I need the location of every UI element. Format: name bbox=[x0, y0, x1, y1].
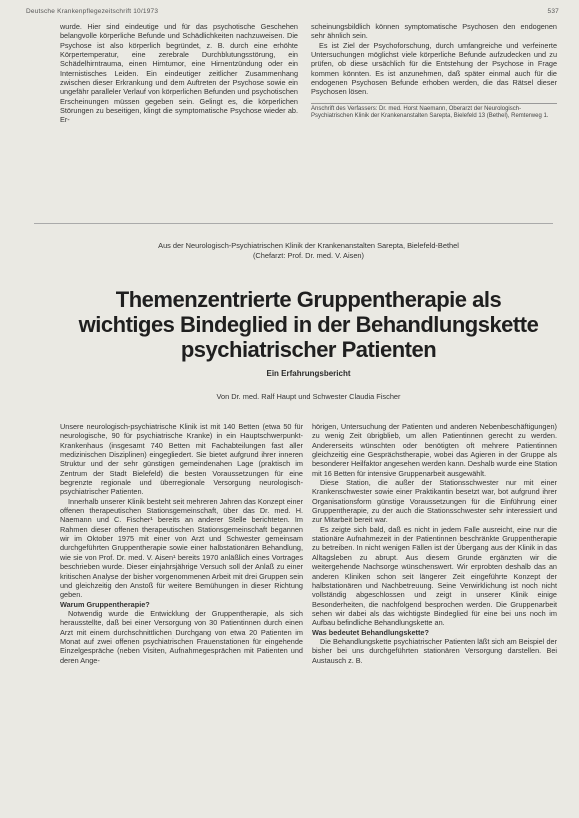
paragraph: Es ist Ziel der Psychoforschung, durch umfangreiche und verfeinerte Untersuchungen möglichst viele körperliche Befunde aufzudecken und zu prüfen, ob diese ursächlich für die Entstehung der Psychose in Frage kommen könnten. Es ist anzunehmen, daß später einmal auch für die endogenen Psychosen Befunde erhoben werden, die das Rätsel dieser Psychosen lösen. bbox=[311, 40, 557, 97]
paragraph: Die Behandlungskette psychiatrischer Patienten läßt sich am Beispiel der bisher bei uns durchgeführten stationären Versorgung darstellen. Bei Austausch z. B. bbox=[312, 636, 557, 665]
title-line: Themenzentrierte Gruppentherapie als bbox=[115, 287, 502, 312]
upper-left-column bbox=[60, 22, 298, 125]
paragraph: hörigen, Untersuchung der Patienten und anderen Nebenbeschäftigungen) zu wenig Zeit übrigblieb, um allen Patientinnen gerecht zu werden. Andererseits wünschten oder benötigten oft mehrere Patientinnen gleichzeitig eine Gesprächstherapie, wobei das Agieren in der Gruppe als besonderer Heilfaktor angesehen werden kann. Deshalb wurde eine Station mit 16 Betten für intensive Gruppenarbeit ausgewählt. bbox=[312, 422, 558, 478]
article-subtitle: Ein Erfahrungsbericht bbox=[266, 369, 351, 378]
upper-right-column bbox=[311, 22, 557, 120]
paragraph: Diese Station, die außer der Stationsschwester nur mit einer Krankenschwester sowie einer Praktikantin besetzt war, bot aufgrund ihrer Organisationsform günstige Voraussetzungen für die Einführung einer Gruppentherapie, zu der auch die Stationsschwester sehr interessiert und zur Mitarbeit bereit war. bbox=[312, 478, 557, 525]
paragraph: Unsere neurologisch-psychiatrische Klinik ist mit 140 Betten (etwa 50 für neurologische, 90 für psychiatrische Kranke) in ein Hauptschwerpunkt-Krankenhaus (insgesamt 740 Betten mit Fachabteilungen fast aller medizinischen Disziplinen) eingegliedert. Sie bietet aufgrund ihrer inneren Struktur und der sehr günstigen gemeindenahen Lage (praktisch im Zentrum der Stadt Bielefeld) die besten Voraussetzungen für eine begrenzte regionale und überregionale Versorgung neurologisch-psychiatrischer Patienten. bbox=[60, 422, 303, 497]
paragraph: Notwendig wurde die Entwicklung der Gruppentherapie, als sich herausstellte, daß bei einer Versorgung von 30 Patientinnen durch einen Arzt mit einem durchschnittlichen Durchgang von etwa 20 Patienten im Monat auf zwei offenen psychiatrischen Frauenstationen für eingehende Einzelgespräche (neben Visiten, Aufnahmegesprächen mit Patienten und deren Ange- bbox=[60, 608, 303, 665]
paragraph: Innerhalb unserer Klinik besteht seit mehreren Jahren das Konzept einer offenen therapeutischen Stationsgemeinschaft, über das Dr. med. H. Naemann und C. Fischer¹ bereits an anderer Stelle berichteten. Im Rahmen dieser offenen therapeutischen Stationsgemeinschaft begannen wir im Oktober 1975 mit einer von Arzt und Schwester gemeinsam durchgeführten Gruppentherapie sowie einer halbstationären Behandlung, wie sie von Prof. Dr. med. V. Aisen¹ bereits 1970 anläßlich eines Vortrages beschrieben wurde. Dieser einjahrsjährige Versuch soll der Anlaß zu einer kritischen Analyse der bisher vorgenommenen Arbeit mit drei Gruppen sein und gleichzeitig den Anstoß für weitere Bemühungen in dieser Richtung geben. bbox=[60, 496, 303, 600]
affiliation bbox=[60, 241, 557, 261]
paragraph: wurde. Hier sind eindeutige und für das psychotische Geschehen belangvolle körperliche Befunde und Schädlichkeiten nachzuweisen. Die Psychose ist also körperlich begründet, z. B. durch eine erhöhte Körpertemperatur, eine zerebrale Durchblutungsstörung, ein Schädelhirntrauma, einen Hirntumor, eine Hirnentzündung oder ein Internistisches Leiden. Ein eindeutiger zeitlicher Zusammenhang zwischen dieser Erkrankung und dem Auftreten der Psychose sowie ein ungefähr paralleler Verlauf von körperlichen Befunden und psychotischen Erscheinungen müssen gegeben sein. Gelingt es, die körperlichen Störungen zu beseitigen, klingt die symptomatische Psychose wieder ab. Er- bbox=[60, 22, 298, 125]
title-line: psychiatrischer Patienten bbox=[180, 337, 437, 362]
running-head bbox=[26, 8, 559, 15]
paragraph: Es zeigte sich bald, daß es nicht in jedem Falle ausreicht, eine nur die stationäre Aufnahmezeit in der Patientinnen beschränkte Gruppentherapie zu betreiben. In nicht wenigen Fällen ist der Übergang aus der Klinik in das Alltagsleben zu abrupt. Aus diesem Grunde ergänzten wir die weitergehende Nachsorge wünschenswert. Wir erprobten deshalb das an anderen Kliniken schon seit längerer Zeit eingeführte Konzept der halbstationären und Nachbetreuung. Seine Verwirklichung ist noch nicht vollständig abgeschlossen und zeigt in unserer Klinik einige Besonderheiten, die nachfolgend besprochen werden. Die Gruppenarbeit sehen wir dabei als das wichtigste Bindeglied für eine bei uns noch im Aufbau befindliche Behandlungskette an. bbox=[312, 524, 557, 628]
article-title bbox=[40, 287, 577, 362]
section-heading: Warum Gruppentherapie? bbox=[60, 599, 150, 609]
page-number: 537 bbox=[547, 8, 559, 15]
author-address-footnote: Anschrift des Verfassers: Dr. med. Horst Naemann, Oberarzt der Neurologisch-Psychiatrischen Klinik der Krankenanstalten Sarepta, Bielefeld 13 (Bethel), Remterweg 1. bbox=[311, 103, 557, 121]
divider bbox=[34, 223, 553, 224]
journal-name: Deutsche Krankenpflegezeitschrift 10/1973 bbox=[26, 8, 159, 15]
lower-right-column bbox=[312, 422, 557, 665]
article-authors: Von Dr. med. Ralf Haupt und Schwester Claudia Fischer bbox=[216, 392, 401, 401]
title-line: wichtiges Bindeglied in der Behandlungskette bbox=[78, 312, 539, 337]
affiliation-clinic: Aus der Neurologisch-Psychiatrischen Klinik der Krankenanstalten Sarepta, Bielefeld-Bethel bbox=[158, 241, 459, 250]
affiliation-chief: (Chefarzt: Prof. Dr. med. V. Aisen) bbox=[252, 251, 365, 260]
section-heading: Was bedeutet Behandlungskette? bbox=[312, 627, 429, 637]
lower-left-column bbox=[60, 422, 303, 665]
paragraph: scheinungsbildlich können symptomatische Psychosen den endogenen sehr ähnlich sein. bbox=[311, 22, 557, 41]
